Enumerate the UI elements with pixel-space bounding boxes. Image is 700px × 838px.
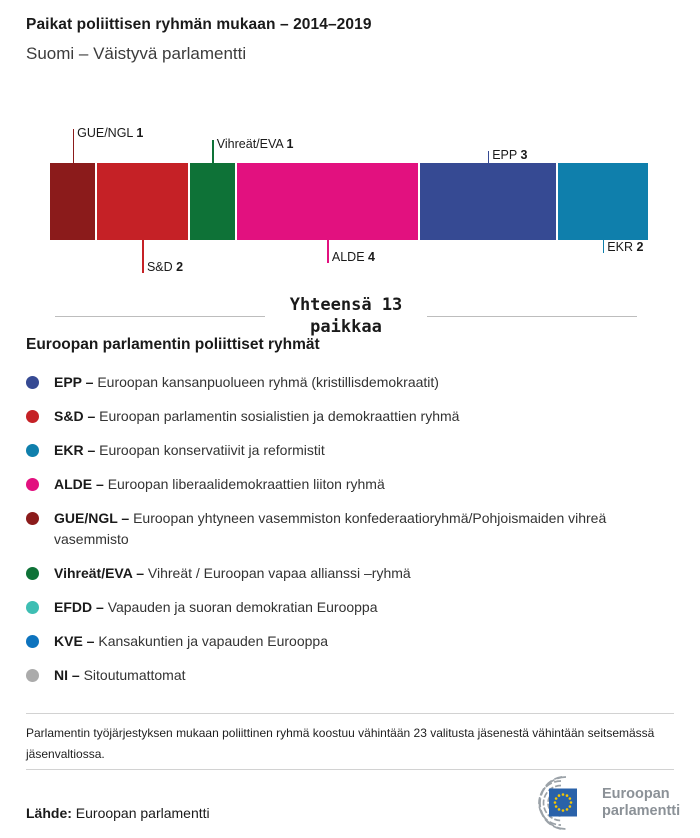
legend-label-GUE/NGL: GUE/NGL – Euroopan yhtyneen vasemmiston konfederaatioryhmä/Pohjoismaiden vihreä vasemmisto <box>54 510 607 547</box>
callout-line-Vihreät/EVA <box>212 140 214 163</box>
bar-segment-Vihreät/EVA <box>190 163 235 240</box>
page-title: Paikat poliittisen ryhmän mukaan – 2014–2019 <box>26 16 372 33</box>
source-line <box>26 805 210 821</box>
callout-line-EKR <box>603 240 605 253</box>
legend-label-S&D: S&D – Euroopan parlamentin sosialistien ja demokraattien ryhmä <box>54 408 460 424</box>
footnote-divider-top <box>26 713 674 714</box>
bar-segment-EKR <box>558 163 648 240</box>
logo-wordmark <box>602 786 680 820</box>
source-value: Euroopan parlamentti <box>75 805 210 821</box>
legend-dot-NI <box>26 669 39 682</box>
legend-dot-Vihreät/EVA <box>26 567 39 580</box>
callout-line-EPP <box>488 151 490 163</box>
callout-line-S&D <box>142 240 144 273</box>
legend-dot-EKR <box>26 444 39 457</box>
footnote-divider-bottom <box>26 769 674 770</box>
page-subtitle: Suomi – Väistyvä parlamentti <box>26 44 247 63</box>
legend-item-NI <box>26 665 674 686</box>
legend-item-GUE/NGL <box>26 508 674 550</box>
bar-label-EKR: EKR 2 <box>607 240 644 254</box>
legend-dot-ALDE <box>26 478 39 491</box>
legend-item-Vihreät/EVA <box>26 563 674 584</box>
seats-chart <box>0 0 700 290</box>
legend-item-ALDE <box>26 474 674 495</box>
source-label: Lähde: <box>26 805 72 821</box>
legend-dot-EFDD <box>26 601 39 614</box>
total-seats-row <box>55 294 637 338</box>
parliament-hemicycle-icon <box>519 775 595 831</box>
bar-segment-S&D <box>97 163 187 240</box>
legend-title: Euroopan parlamentin poliittiset ryhmät <box>26 336 320 353</box>
bar-segment-ALDE <box>237 163 418 240</box>
legend-dot-GUE/NGL <box>26 512 39 525</box>
legend-label-EKR: EKR – Euroopan konservatiivit ja reformistit <box>54 442 325 458</box>
legend-item-S&D <box>26 406 674 427</box>
stacked-seat-bar <box>50 163 648 240</box>
callout-line-GUE/NGL <box>73 129 75 163</box>
legend-dot-KVE <box>26 635 39 648</box>
bar-segment-EPP <box>420 163 556 240</box>
footnote-text: Parlamentin työjärjestyksen mukaan poliittinen ryhmä koostuu vähintään 23 valitusta jäsenestä vähintään seitsemässä jäsenvaltiossa. <box>26 726 655 761</box>
divider-line-left <box>55 316 265 317</box>
legend-dot-S&D <box>26 410 39 423</box>
bar-label-EPP: EPP 3 <box>492 148 528 162</box>
european-parliament-logo <box>519 775 680 831</box>
bar-label-ALDE: ALDE 4 <box>331 250 375 264</box>
legend-list <box>26 372 674 699</box>
legend-item-EKR <box>26 440 674 461</box>
legend-label-EPP: EPP – Euroopan kansanpuolueen ryhmä (kristillisdemokraatit) <box>54 374 439 390</box>
eu-flag <box>549 789 577 817</box>
legend-label-Vihreät/EVA: Vihreät/EVA – Vihreät / Euroopan vapaa allianssi –ryhmä <box>54 565 411 581</box>
legend-label-NI: NI – Sitoutumattomat <box>54 667 186 683</box>
logo-line2: parlamentti <box>602 803 681 819</box>
bar-segment-GUE/NGL <box>50 163 95 240</box>
legend-item-EFDD <box>26 597 674 618</box>
legend-dot-EPP <box>26 376 39 389</box>
legend-item-EPP <box>26 372 674 393</box>
logo-line1: Euroopan <box>602 786 670 802</box>
legend-label-EFDD: EFDD – Vapauden ja suoran demokratian Eurooppa <box>54 599 378 615</box>
bar-label-S&D: S&D 2 <box>146 260 184 274</box>
bar-label-GUE/NGL: GUE/NGL 1 <box>77 126 144 140</box>
bar-label-Vihreät/EVA: Vihreät/EVA 1 <box>216 137 294 151</box>
legend-item-KVE <box>26 631 674 652</box>
divider-line-right <box>427 316 637 317</box>
legend-label-ALDE: ALDE – Euroopan liberaalidemokraattien liiton ryhmä <box>54 476 385 492</box>
legend-label-KVE: KVE – Kansakuntien ja vapauden Eurooppa <box>54 633 328 649</box>
callout-line-ALDE <box>327 240 329 263</box>
total-seats-label: Yhteensä 13 paikkaa <box>289 295 403 337</box>
